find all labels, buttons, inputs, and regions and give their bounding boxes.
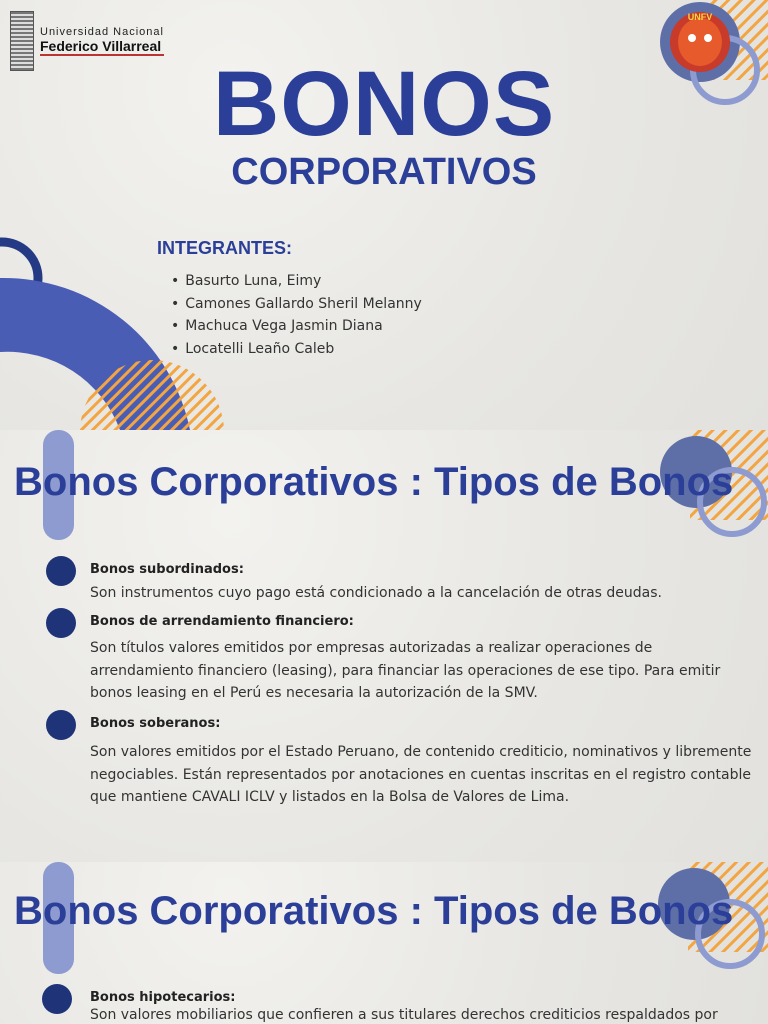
bullet-dot <box>46 710 76 740</box>
cover-title: BONOS <box>212 53 556 155</box>
item-body: Son valores mobiliarios que confieren a sus titulares derechos crediticios respaldados por <box>90 1007 718 1023</box>
bullet-dot <box>46 608 76 638</box>
list-item: • Locatelli Leaño Caleb <box>171 338 422 361</box>
members-list <box>171 270 422 360</box>
list-item: • Basurto Luna, Eimy <box>171 270 422 293</box>
section-title: Bonos Corporativos : Tipos de Bonos <box>14 460 734 504</box>
item-heading: Bonos de arrendamiento financiero: <box>90 614 354 629</box>
section-title: Bonos Corporativos : Tipos de Bonos <box>14 889 734 933</box>
list-item: • Camones Gallardo Sheril Melanny <box>171 293 422 316</box>
item-heading: Bonos hipotecarios: <box>90 990 236 1005</box>
item-body: Son valores emitidos por el Estado Peruano, de contenido crediticio, nominativos y libremente negociables. Están representados por anotaciones en cuentas inscritas en el registro contable que mantiene CAVALI ICLV y listados en la Bolsa de Valores de Lima. <box>90 744 752 805</box>
bullet-dot <box>42 984 72 1014</box>
bullet-dot <box>46 556 76 586</box>
logo-line1: Universidad Nacional <box>40 26 164 38</box>
list-item: • Machuca Vega Jasmin Diana <box>171 315 422 338</box>
cover-subtitle: CORPORATIVOS <box>231 151 537 193</box>
item-body: Son títulos valores emitidos por empresas autorizadas a realizar operaciones de arrendamiento financiero (leasing), para financiar las operaciones de ese tipo. Para emitir bonos leasing en el Perú es necesaria la autorización de la SMV. <box>90 640 721 701</box>
item-heading: Bonos subordinados: <box>90 562 244 577</box>
integrantes-heading: INTEGRANTES: <box>157 238 292 258</box>
slide-tipos-2 <box>0 862 768 1024</box>
item-body: Son instrumentos cuyo pago está condicionado a la cancelación de otras deudas. <box>90 585 662 601</box>
slide-cover <box>0 0 768 430</box>
slide-tipos-1 <box>0 430 768 862</box>
item-heading: Bonos soberanos: <box>90 716 221 731</box>
logo-line2: Federico Villarreal <box>40 38 164 56</box>
badge-label: UNFV <box>687 12 713 22</box>
